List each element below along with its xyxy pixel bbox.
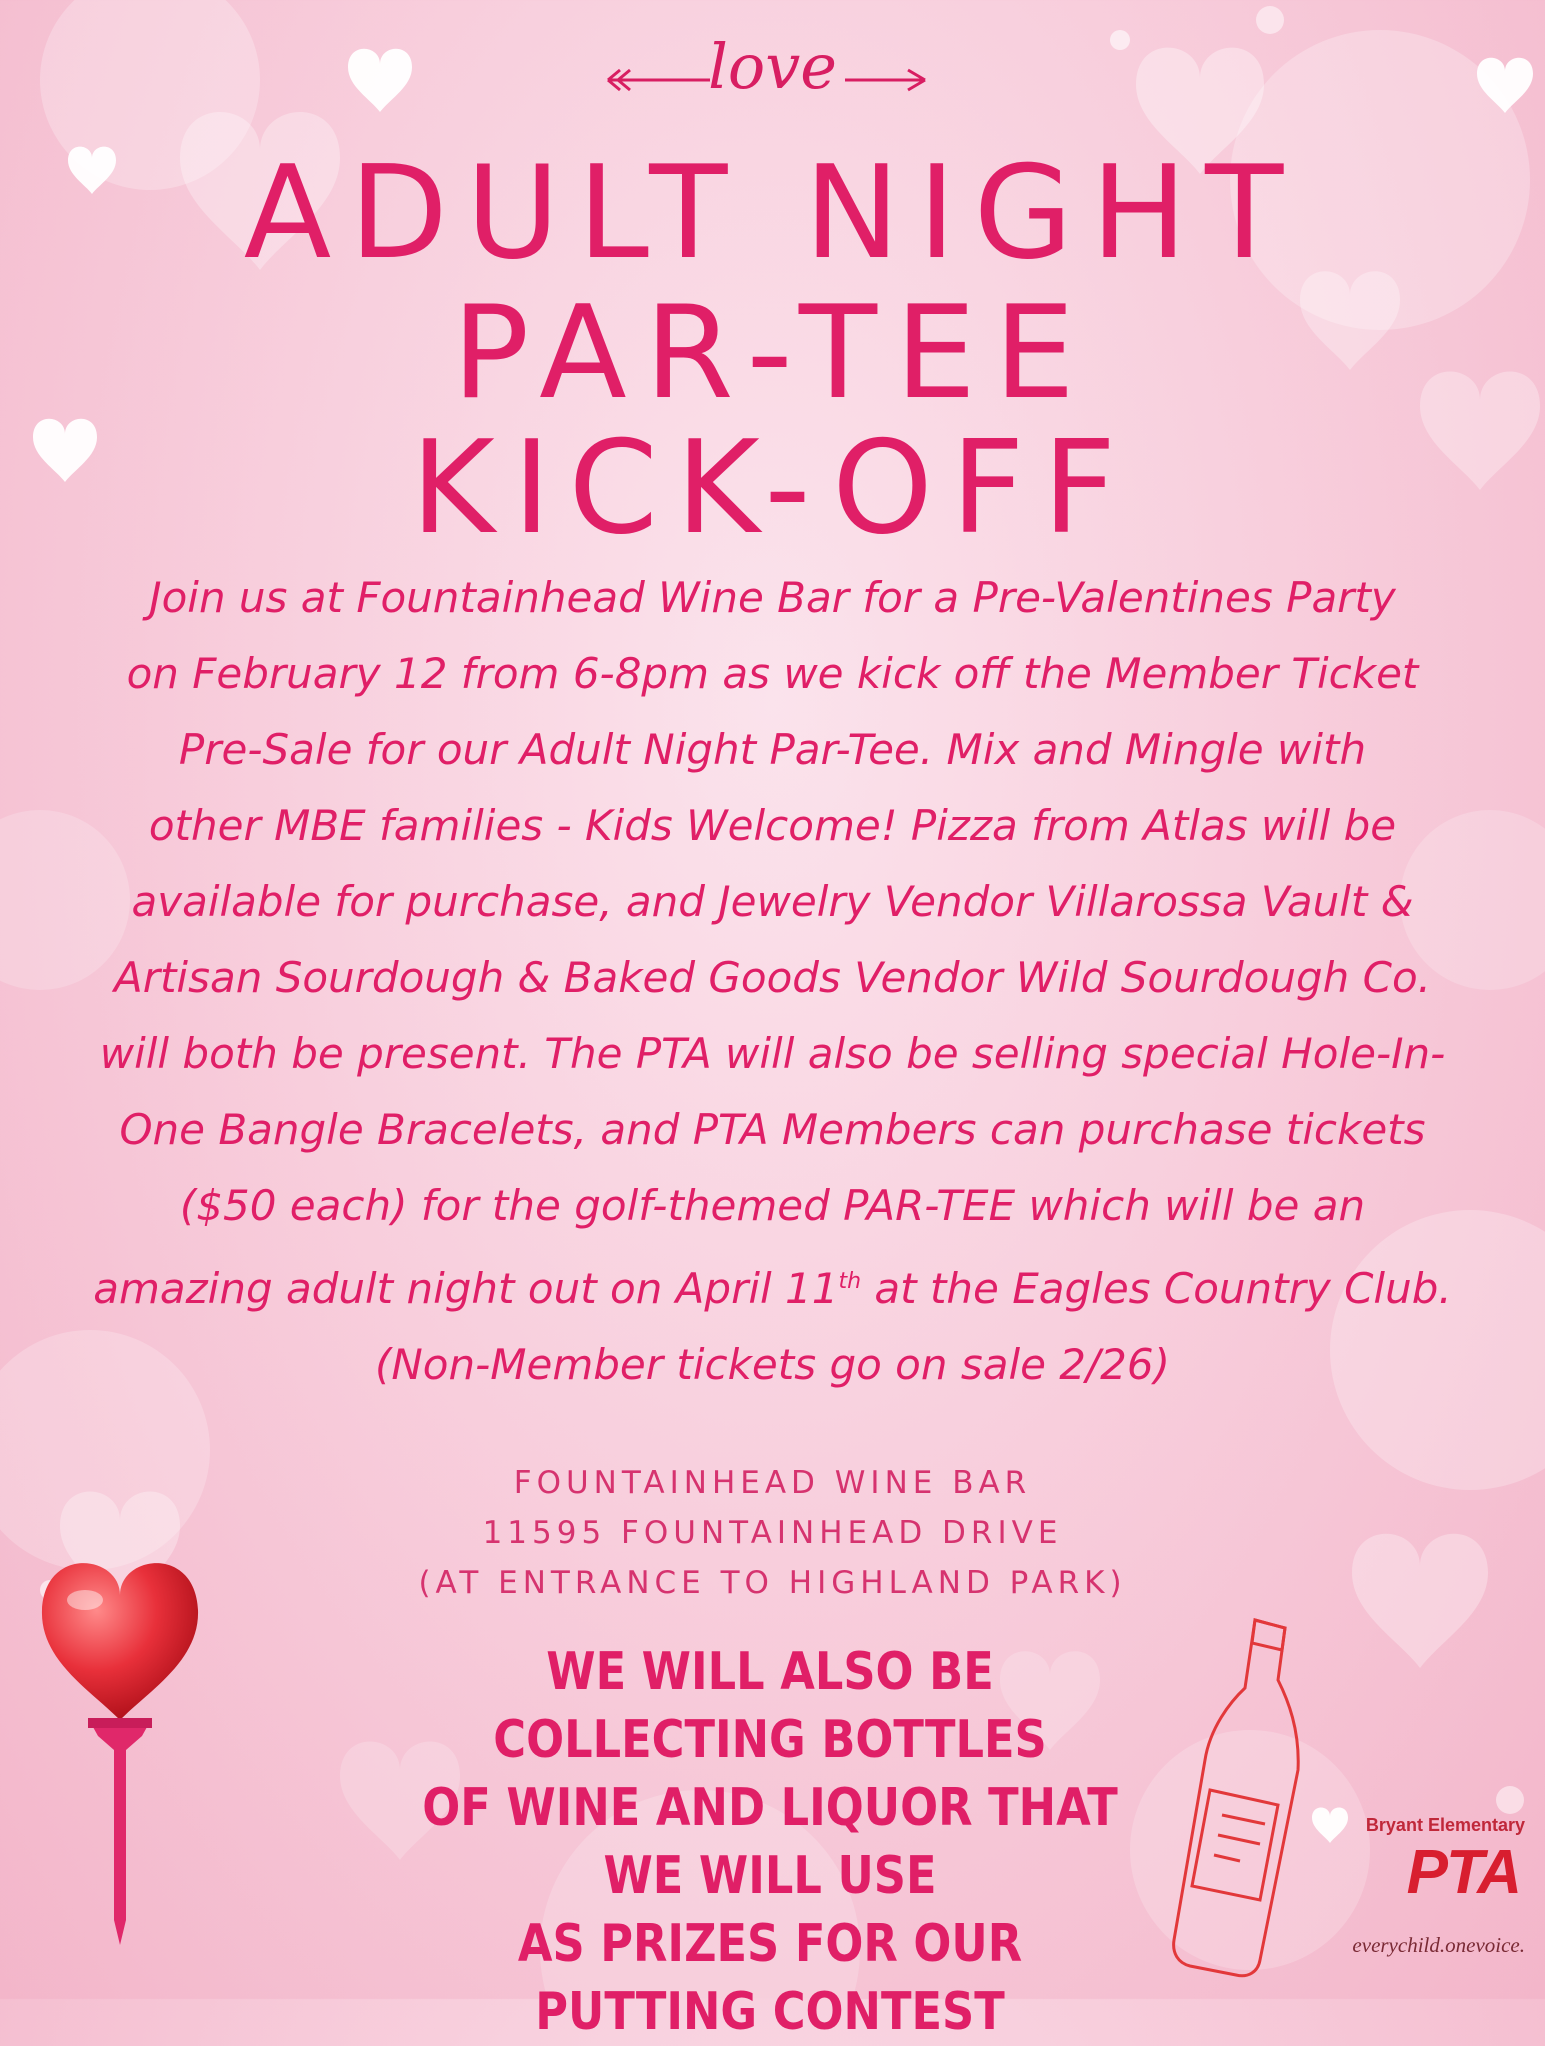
street-address: 11595 FOUNTAINHEAD DRIVE: [482, 1515, 1063, 1551]
love-word: love: [708, 30, 837, 103]
venue-address: [0, 1458, 1545, 1608]
address-note: (AT ENTRANCE TO HIGHLAND PARK): [418, 1565, 1127, 1601]
ordinal-suffix: th: [838, 1269, 862, 1294]
body-line: [35, 1244, 1510, 1327]
body-line: will both be present. The PTA will also be selling special Hole-In-: [99, 1029, 1446, 1078]
body-line: Join us at Fountainhead Wine Bar for a Pre-Valentines Party: [149, 573, 1396, 622]
collection-line: OF WINE AND LIQUOR THAT WE WILL USE: [422, 1778, 1118, 1906]
venue-name: FOUNTAINHEAD WINE BAR: [513, 1465, 1032, 1501]
body-line: on February 12 from 6-8pm as we kick off the Member Ticket: [126, 649, 1419, 698]
body-line-part: at the Eagles Country Club.: [861, 1264, 1452, 1313]
title-line-1: ADULT NIGHT: [243, 139, 1302, 288]
collection-line: WE WILL ALSO BE COLLECTING BOTTLES: [493, 1642, 1047, 1770]
body-line: available for purchase, and Jewelry Vendor Villarossa Vault &: [131, 877, 1414, 926]
pta-school-name: Bryant Elementary: [1365, 1815, 1525, 1835]
body-line-part: amazing adult night out on April 11: [93, 1264, 839, 1313]
collection-line: AS PRIZES FOR OUR PUTTING CONTEST: [517, 1914, 1023, 2042]
pta-wordmark: PTA: [1406, 1838, 1520, 1907]
event-description: [35, 560, 1510, 1403]
title-line-2: PAR-TEE: [452, 279, 1093, 428]
heart-on-tee-icon: [30, 1540, 210, 1960]
body-line: other MBE families - Kids Welcome! Pizza from Atlas will be: [148, 801, 1397, 850]
body-line: Pre-Sale for our Adult Night Par-Tee. Mix and Mingle with: [178, 725, 1367, 774]
body-line: One Bangle Bracelets, and PTA Members can purchase tickets: [119, 1105, 1426, 1154]
love-ornament: [0, 20, 1545, 140]
pta-logo: [1290, 1815, 1525, 1985]
collection-notice: [400, 1638, 1140, 2046]
body-line: ($50 each) for the golf-themed PAR-TEE which will be an: [179, 1181, 1366, 1230]
body-line: (Non-Member tickets go on sale 2/26): [374, 1340, 1171, 1389]
body-line: Artisan Sourdough & Baked Goods Vendor Wild Sourdough Co.: [113, 953, 1432, 1002]
pta-tagline: everychild.onevoice.: [1352, 1933, 1525, 1957]
title-line-3: KICK-OFF: [410, 414, 1135, 563]
